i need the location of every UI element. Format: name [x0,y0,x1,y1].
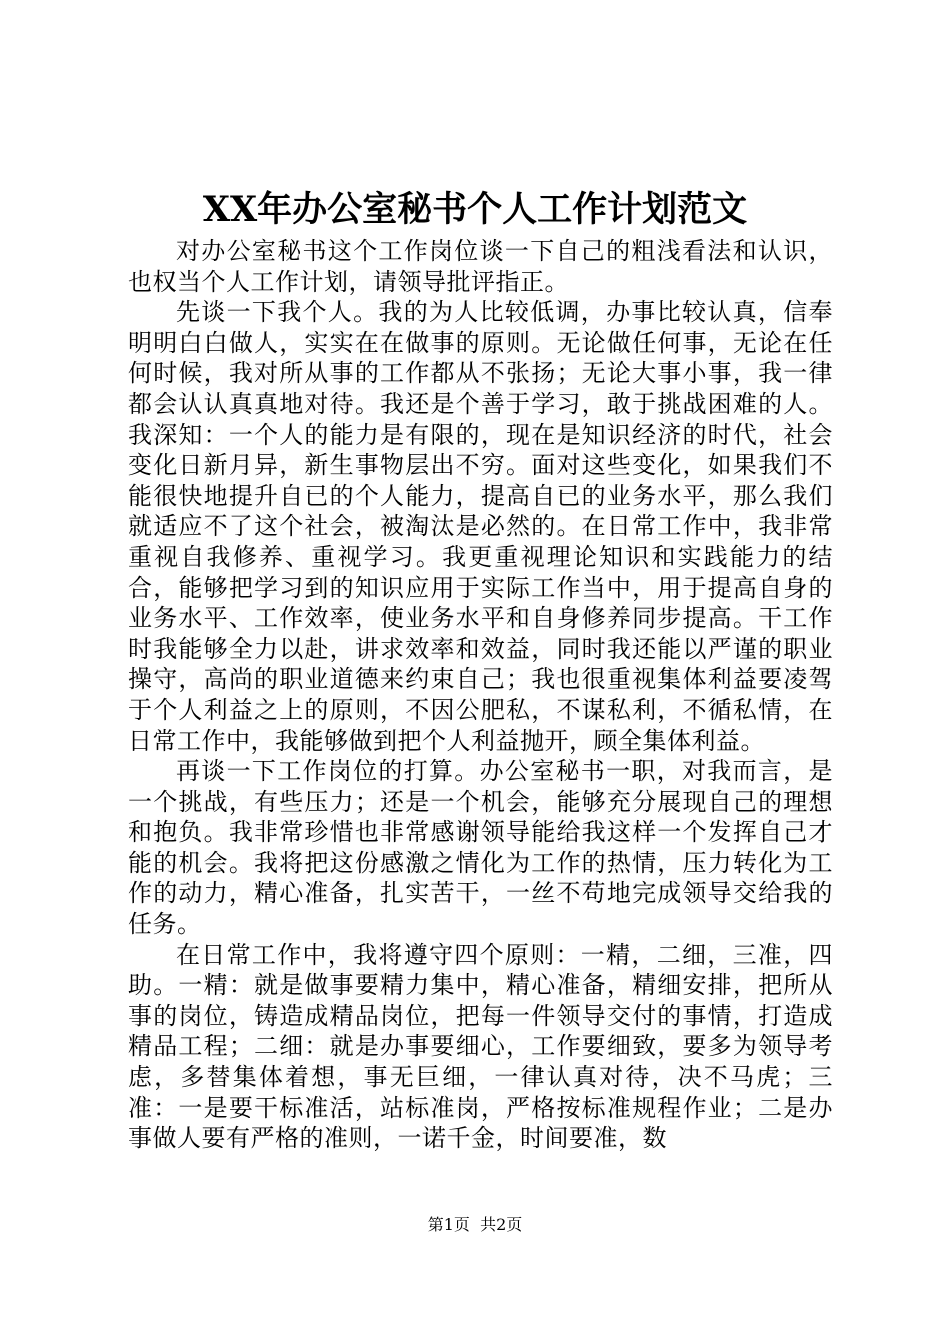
document-title: XX年办公室秘书个人工作计划范文 [202,189,748,230]
document-body [128,236,833,1154]
page-footer [0,1214,950,1236]
page-number: 第1页 [427,1215,470,1234]
paragraph-personal: 先谈一下我个人。我的为人比较低调，办事比较认真，信奉明明白白做人，实实在在做事的原则。无论做任何事，无论在任何时候，我对所从事的工作都从不张扬；无论大事小事，我一律都会认认真真地对待。我还是个善于学习，敢于挑战困难的人。我深知：一个人的能力是有限的，现在是知识经济的时代，社会变化日新月异，新生事物层出不穷。面对这些变化，如果我们不能很快地提升自已的个人能力，提高自已的业务水平，那么我们就适应不了这个社会，被淘汰是必然的。在日常工作中，我非常重视自我修养、重视学习。我更重视理论知识和实践能力的结合，能够把学习到的知识应用于实际工作当中，用于提高自身的业务水平、工作效率，使业务水平和自身修养同步提高。干工作时我能够全力以赴，讲求效率和效益，同时我还能以严谨的职业操守，高尚的职业道德来约束自己；我也很重视集体利益要凌驾于个人利益之上的原则，不因公肥私，不谋私利，不循私情，在日常工作中，我能够做到把个人利益抛开，顾全集体利益。 [128,298,833,755]
paragraph-principles: 在日常工作中，我将遵守四个原则：一精，二细，三准，四助。一精：就是做事要精力集中，精心准备，精细安排，把所从事的岗位，铸造成精品岗位，把每一件领导交付的事情，打造成精品工程；二细：就是办事要细心，工作要细致，要多为领导考虑，多替集体着想，事无巨细，一律认真对待，决不马虎；三准：一是要干标准活，站标准岗，严格按标准规程作业；二是办事做人要有严格的准则，一诺千金，时间要准，数 [128,940,833,1153]
page-total: 共2页 [480,1215,523,1234]
paragraph-job-plan: 再谈一下工作岗位的打算。办公室秘书一职，对我而言，是一个挑战，有些压力；还是一个机会，能够充分展现自己的理想和抱负。我非常珍惜也非常感谢领导能给我这样一个发挥自己才能的机会。我将把这份感激之情化为工作的热情，压力转化为工作的动力，精心准备，扎实苦干，一丝不苟地完成领导交给我的任务。 [128,757,833,939]
paragraph-intro: 对办公室秘书这个工作岗位谈一下自己的粗浅看法和认识，也权当个人工作计划，请领导批评指正。 [128,237,833,296]
